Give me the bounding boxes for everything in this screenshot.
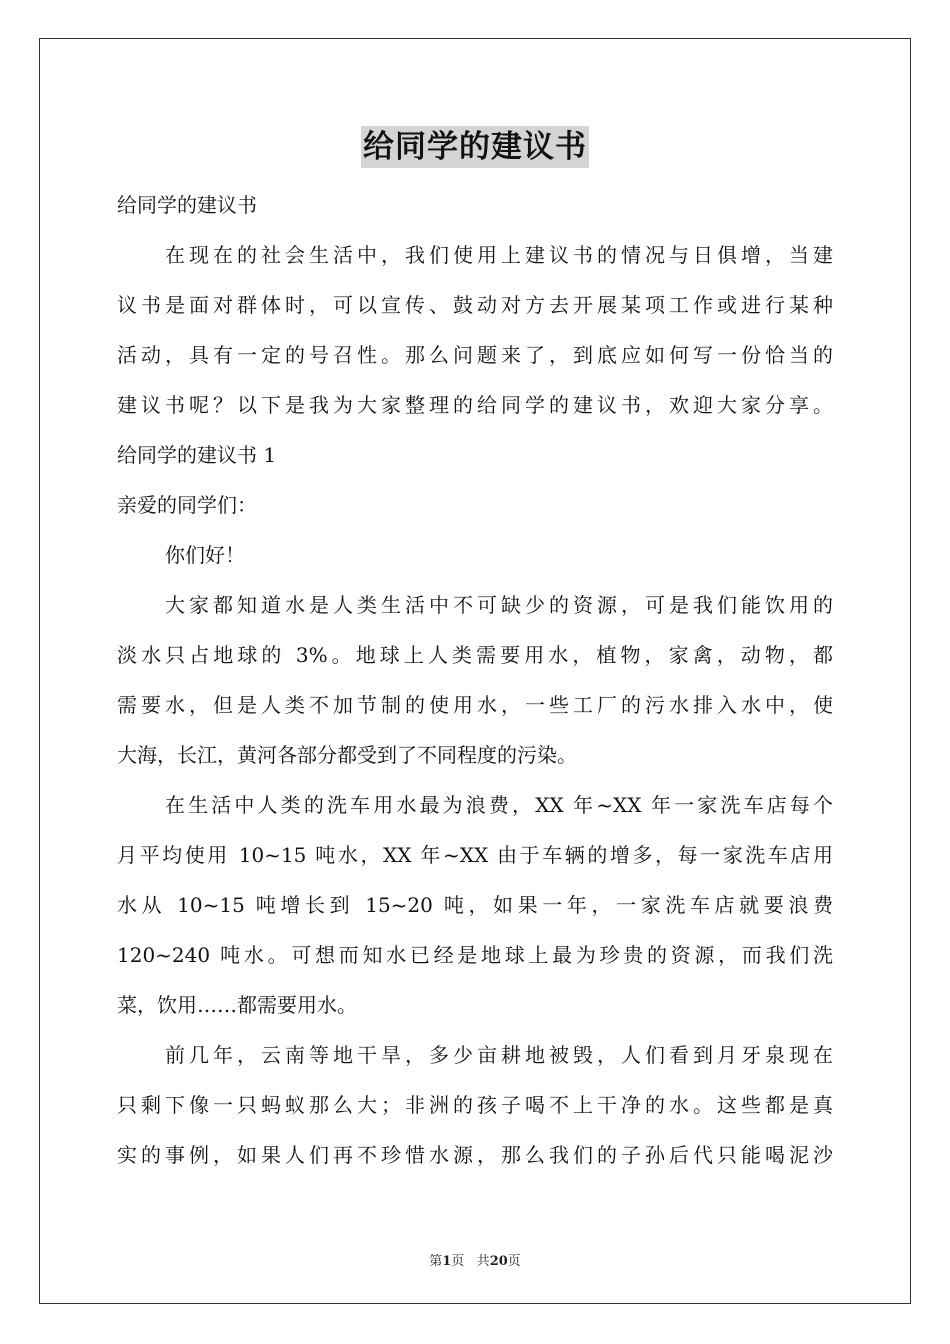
body-line: 建议书呢？以下是我为大家整理的给同学的建议书，欢迎大家分享。 (117, 393, 833, 417)
greeting: 你们好！ (165, 543, 245, 567)
body-line: 实的事例，如果人们再不珍惜水源，那么我们的子孙后代只能喝泥沙 (117, 1143, 833, 1167)
page-prefix: 第 (429, 1254, 443, 1269)
title-container (0, 126, 950, 168)
body-line: 月平均使用 10~15 吨水，XX 年~XX 由于车辆的增多，每一家洗车店用 (117, 843, 833, 867)
body-line: 菜，饮用……都需要用水。 (117, 993, 357, 1017)
page-footer (0, 1250, 950, 1269)
body-line: 水从 10~15 吨增长到 15~20 吨，如果一年，一家洗车店就要浪费 (117, 893, 833, 917)
section-heading: 给同学的建议书 1 (117, 443, 277, 467)
total-pages-number: 20 (489, 1254, 508, 1269)
body-line: 大家都知道水是人类生活中不可缺少的资源，可是我们能饮用的 (165, 593, 833, 617)
body-line: 活动，具有一定的号召性。那么问题来了，到底应如何写一份恰当的 (117, 343, 833, 367)
body-line: 120~240 吨水。可想而知水已经是地球上最为珍贵的资源，而我们洗 (117, 943, 833, 967)
body-line: 淡水只占地球的 3%。地球上人类需要用水，植物，家禽，动物，都 (117, 643, 833, 667)
current-page-number: 1 (442, 1254, 452, 1269)
document-title: 给同学的建议书 (361, 126, 589, 168)
body-line: 需要水，但是人类不加节制的使用水，一些工厂的污水排入水中，使 (117, 693, 833, 717)
document-body (117, 180, 833, 1180)
total-suffix: 页 (507, 1254, 521, 1269)
salutation: 亲爱的同学们： (117, 493, 257, 517)
body-line: 在现在的社会生活中，我们使用上建议书的情况与日俱增，当建 (165, 243, 833, 267)
body-line: 给同学的建议书 (117, 193, 257, 217)
total-prefix: 共 (476, 1254, 490, 1269)
body-line: 大海，长江，黄河各部分都受到了不同程度的污染。 (117, 743, 577, 767)
body-line: 前几年，云南等地干旱，多少亩耕地被毁，人们看到月牙泉现在 (165, 1043, 833, 1067)
body-line: 在生活中人类的洗车用水最为浪费，XX 年~XX 年一家洗车店每个 (165, 793, 833, 817)
page-suffix: 页 (451, 1254, 465, 1269)
body-line: 议书是面对群体时，可以宣传、鼓动对方去开展某项工作或进行某种 (117, 293, 833, 317)
body-line: 只剩下像一只蚂蚁那么大；非洲的孩子喝不上干净的水。这些都是真 (117, 1093, 833, 1117)
